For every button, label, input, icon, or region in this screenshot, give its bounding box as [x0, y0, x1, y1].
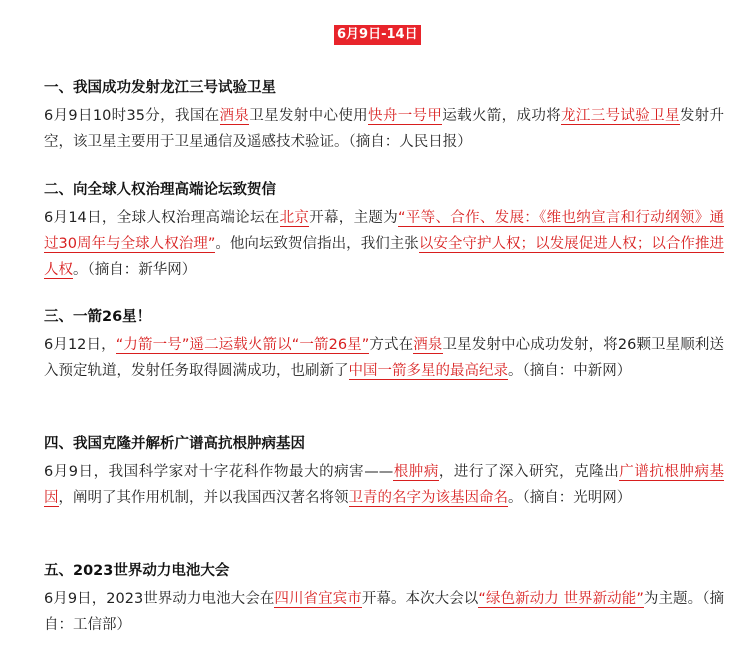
news-title: 二、向全球人权治理高端论坛致贺信 [44, 182, 276, 198]
news-title: 一、我国成功发射龙江三号试验卫星 [44, 80, 276, 96]
highlight-text: “绿色新动力 世界新动能” [478, 591, 644, 607]
highlight-text: 中国一箭多星的最高纪录 [348, 363, 508, 379]
highlight-text: 以安全守护人权；以发展促进人权；以合作推进人权 [44, 236, 724, 278]
news-item-3 [44, 307, 724, 384]
news-body: 6月9日10时35分，我国在酒泉卫星发射中心使用快舟一号甲运载火箭，成功将龙江三号试验卫星发射升空，该卫星主要用于卫星通信及遥感技术验证。（摘自：人民日报） [44, 108, 725, 150]
highlight-text: 根肿病 [393, 464, 439, 480]
highlight-text: “力箭一号”遥二运载火箭以“一箭26星” [115, 337, 370, 353]
highlight-text: 快舟一号甲 [368, 108, 443, 124]
highlight-text: 广谱抗根肿病基因 [44, 464, 725, 506]
news-item-4 [44, 434, 724, 511]
news-title: 四、我国克隆并解析广谱高抗根肿病基因 [44, 436, 305, 452]
date-range-badge: 6月9日-14日 [334, 25, 421, 45]
news-body: 6月9日，2023世界动力电池大会在四川省宜宾市开幕。本次大会以“绿色新动力 世界新动能”为主题。（摘自：工信部） [44, 591, 725, 633]
news-title: 三、一箭26星！ [44, 309, 152, 325]
news-body: 6月12日，“力箭一号”遥二运载火箭以“一箭26星”方式在酒泉卫星发射中心成功发射，将26颗卫星顺利送入预定轨道，发射任务取得圆满成功，也刷新了中国一箭多星的最高纪录。（摘自：中新网） [44, 337, 725, 379]
highlight-text: 卫青的名字为该基因命名 [348, 490, 508, 506]
news-item-1 [44, 78, 724, 155]
highlight-text: 酒泉 [219, 108, 250, 124]
highlight-text: 北京 [279, 210, 310, 226]
highlight-text: “平等、合作、发展：《维也纳宣言和行动纲领》通过30周年与全球人权治理” [44, 210, 725, 252]
news-body: 6月9日，我国科学家对十字花科作物最大的病害——根肿病，进行了深入研究，克隆出广谱抗根肿病基因，阐明了其作用机制，并以我国西汉著名将领卫青的名字为该基因命名。（摘自：光明网） [44, 464, 725, 506]
highlight-text: 龙江三号试验卫星 [561, 108, 680, 124]
highlight-text: 四川省宜宾市 [274, 591, 362, 607]
news-title: 五、2023世界动力电池大会 [44, 563, 230, 579]
news-body: 6月14日，全球人权治理高端论坛在北京开幕，主题为“平等、合作、发展：《维也纳宣言和行动纲领》通过30周年与全球人权治理”。他向坛致贺信指出，我们主张以安全守护人权；以发展促进人权；以合作推进人权。（摘自：新华网） [44, 210, 725, 278]
highlight-text: 酒泉 [413, 337, 443, 353]
news-item-2 [44, 180, 724, 283]
news-item-5 [44, 561, 724, 638]
